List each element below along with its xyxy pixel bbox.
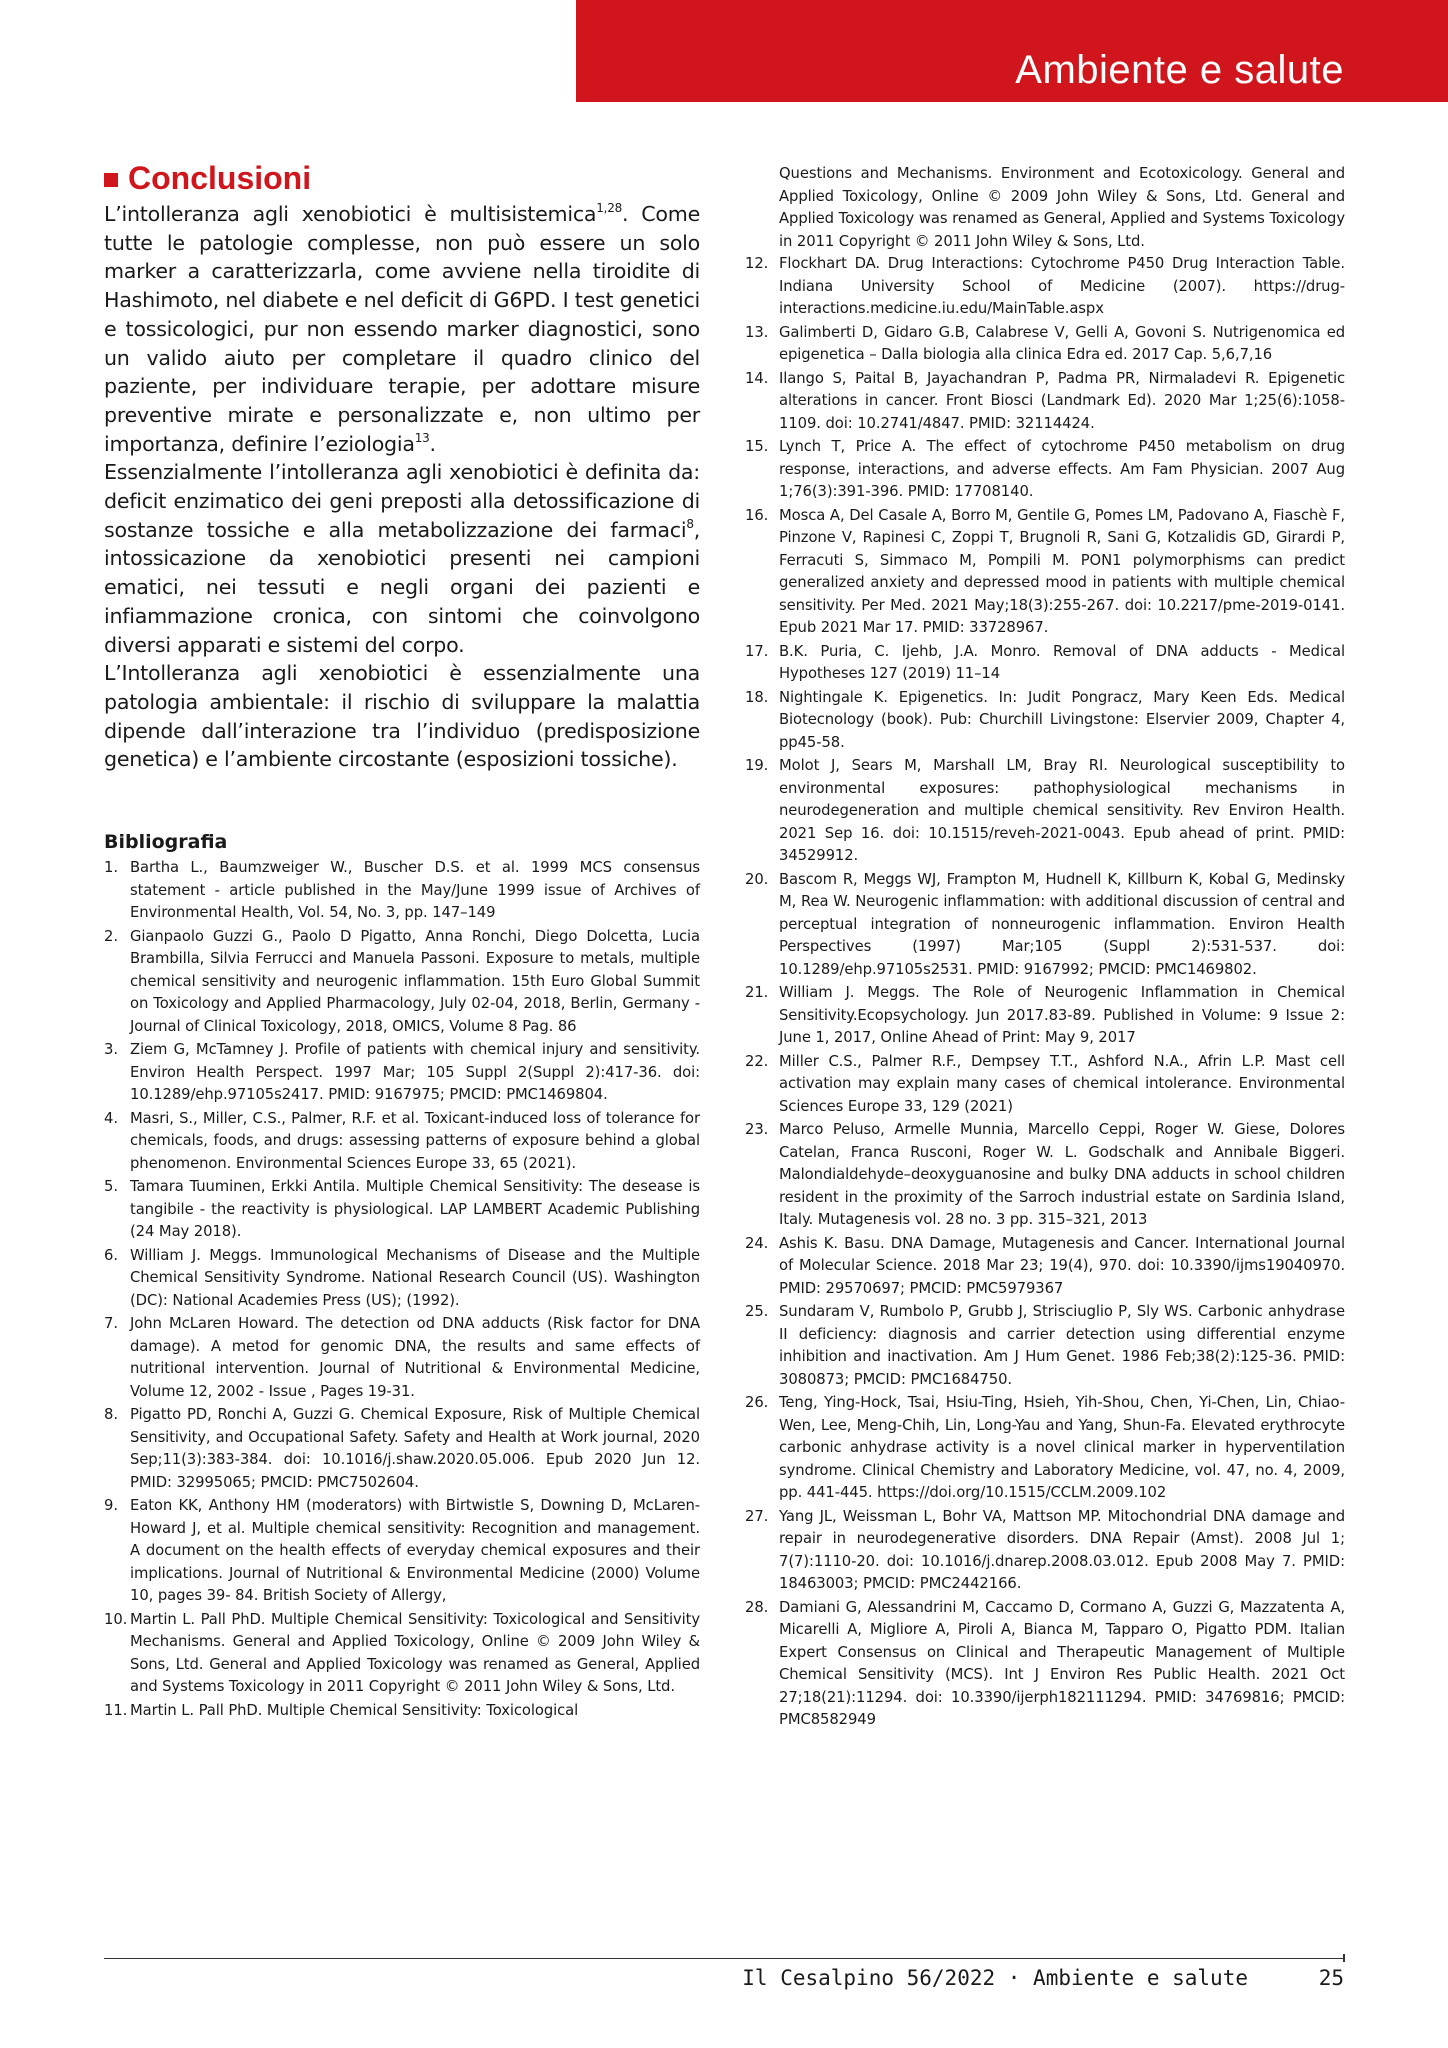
reference-item bbox=[745, 1506, 1345, 1596]
reference-text: Martin L. Pall PhD. Multiple Chemical Sensitivity: Toxicological bbox=[130, 1701, 579, 1719]
reference-text: Galimberti D, Gidaro G.B, Calabrese V, Gelli A, Govoni S. Nutrigenomica ed epigenetica – Dalla biologia alla clinica Edra ed. 2017 Cap. 5,6,7,16 bbox=[779, 323, 1345, 363]
reference-text: John McLaren Howard. The detection od DNA adducts (Risk factor for DNA damage). A metod for genomic DNA, the results and same effects of nutritional intervention. Journal of Nutritional & Environmental Medicine, Volume 12, 2002 - Issue , Pages 19-31. bbox=[130, 1315, 700, 1400]
bibliography-list-right bbox=[745, 253, 1345, 1732]
bibliography-heading: Bibliografia bbox=[104, 831, 228, 854]
reference-number: 12. bbox=[745, 255, 769, 272]
left-column bbox=[104, 160, 700, 1723]
reference-item bbox=[104, 857, 700, 925]
reference-item bbox=[745, 982, 1345, 1050]
reference-number: 11. bbox=[104, 1701, 128, 1719]
reference-text: Mosca A, Del Casale A, Borro M, Gentile G, Pomes LM, Padovano A, Fiaschè F, Pinzone V, Rapinesi C, Zoppi T, Brugnoli R, Sani G, Kotzalidis GD, Girardi P, Ferracuti S, Simmaco M, Pompili M. PON1 polymorphisms can predict generalized anxiety and depressed mood in patients with multiple chemical sensitivity. Per Med. 2021 May;18(3):255-267. doi: 10.2217/pme-2019-0141. Epub 2021 Mar 17. PMID: 33728967. bbox=[779, 506, 1345, 636]
reference-item bbox=[745, 505, 1345, 640]
reference-text: Lynch T, Price A. The effect of cytochrome P450 metabolism on drug response, interactions, and adverse effects. Am Fam Physician. 2007 Aug 1;76(3):391-396. PMID: 17708140. bbox=[779, 438, 1345, 500]
reference-text: Ziem G, McTamney J. Profile of patients with chemical injury and sensitivity. Environ Health Perspect. 1997 Mar; 105 Suppl 2(Suppl 2):417-36. doi: 10.1289/ehp.97105s2417. PMID: 9167975; PMCID: PMC1469804. bbox=[130, 1041, 700, 1104]
reference-number: 25. bbox=[745, 1303, 769, 1320]
footer-tick bbox=[1343, 1954, 1345, 1962]
reference-text: Marco Peluso, Armelle Munnia, Marcello Ceppi, Roger W. Giese, Dolores Catelan, Franca Rusconi, Roger W. L. Godschalk and Annibale Biggeri. Malondialdehyde–deoxyguanosine and bulky DNA adducts in school children resident in the proximity of the Sarroch industrial estate on Sardinia Island, Italy. Mutagenesis vol. 28 no. 3 pp. 315–321, 2013 bbox=[779, 1121, 1345, 1228]
reference-text: Pigatto PD, Ronchi A, Guzzi G. Chemical Exposure, Risk of Multiple Chemical Sensitivity, and Occupational Safety. Safety and Health at Work journal, 2020 Sep;11(3):383-384. doi: 10.1016/j.shaw.2020.05.006. Epub 2020 Jun 12. PMID: 32995065; PMCID: PMC7502604. bbox=[130, 1406, 700, 1491]
reference-item bbox=[104, 1609, 700, 1699]
reference-number: 26. bbox=[745, 1394, 769, 1411]
reference-number: 24. bbox=[745, 1234, 769, 1252]
reference-number: 27. bbox=[745, 1507, 769, 1525]
reference-number: 19. bbox=[745, 757, 769, 774]
reference-text: Damiani G, Alessandrini M, Caccamo D, Cormano A, Guzzi G, Mazzatenta A, Micarelli A, Migliore A, Piroli A, Bianca M, Tapparo O, Pigatto PDM. Italian Expert Consensus on Clinical and Therapeutic Management of Multiple Chemical Sensitivity (MCS). Int J Environ Res Public Health. 2021 Oct 27;18(21):11294. doi: 10.3390/ijerph182111294. PMID: 34769816; PMCID: PMC8582949 bbox=[779, 1598, 1345, 1728]
reference-item bbox=[745, 436, 1345, 504]
reference-number: 7. bbox=[104, 1315, 118, 1333]
reference-text: Bartha L., Baumzweiger W., Buscher D.S. et al. 1999 MCS consensus statement - article published in the May/June 1999 issue of Archives of Environmental Health, Vol. 54, No. 3, pp. 147–149 bbox=[130, 859, 700, 922]
reference-text: Ashis K. Basu. DNA Damage, Mutagenesis and Cancer. International Journal of Molecular Science. 2018 Mar 23; 19(4), 970. doi: 10.3390/ijms19040970. PMID: 29570697; PMCID: PMC5979367 bbox=[779, 1234, 1345, 1297]
reference-continuation: Questions and Mechanisms. Environment and Ecotoxicology. General and Applied Toxicology, Online © 2009 John Wiley & Sons, Ltd. General and Applied Toxicology was renamed as General, Applied and Systems Toxicology in 2011 Copyright © 2011 John Wiley & Sons, Ltd. bbox=[779, 165, 1345, 250]
reference-number: 21. bbox=[745, 984, 769, 1001]
reference-item bbox=[745, 1597, 1345, 1732]
reference-text: William J. Meggs. The Role of Neurogenic Inflammation in Chemical Sensitivity.Ecopsychology. Jun 2017.83-89. Published in Volume: 9 Issue 2: June 1, 2017, Online Ahead of Print: May 9, 2017 bbox=[779, 984, 1345, 1046]
conclusions-paragraph-2: Essenzialmente l’intolleranza agli xenobiotici è definita da: deficit enzimatico dei geni preposti alla detossificazione di sostanze tossiche e alla metabolizzazione dei farmaci$^8$, intossicazione da xenobiotici presenti nei campioni ematici, nei tessuti e negli organi dei pazienti e infiammazione cronica, con sintomi che coinvolgono diversi apparati e sistemi del corpo. bbox=[104, 460, 700, 657]
reference-number: 9. bbox=[104, 1497, 118, 1515]
reference-text: Tamara Tuuminen, Erkki Antila. Multiple Chemical Sensitivity: The desease is tangibile - the reactivity is physiological. LAP LAMBERT Academic Publishing (24 May 2018). bbox=[130, 1178, 700, 1241]
reference-number: 22. bbox=[745, 1052, 769, 1070]
reference-number: 6. bbox=[104, 1246, 118, 1264]
reference-text: William J. Meggs. Immunological Mechanisms of Disease and the Multiple Chemical Sensitivity Syndrome. National Research Council (US). Washington (DC): National Academies Press (US); (1992). bbox=[130, 1246, 700, 1309]
reference-text: Miller C.S., Palmer R.F., Dempsey T.T., Ashford N.A., Afrin L.P. Mast cell activation may explain many cases of chemical intolerance. Environmental Sciences Europe 33, 129 (2021) bbox=[779, 1052, 1345, 1115]
conclusions-title: Conclusioni bbox=[128, 160, 312, 196]
page-number: 25 bbox=[1318, 1966, 1344, 1990]
reference-item bbox=[745, 253, 1345, 321]
reference-number: 23. bbox=[745, 1121, 769, 1138]
bibliography-list-left bbox=[104, 857, 700, 1722]
reference-item bbox=[104, 1700, 700, 1723]
reference-number: 13. bbox=[745, 323, 769, 341]
reference-number: 1. bbox=[104, 859, 118, 877]
reference-item bbox=[745, 641, 1345, 686]
reference-item bbox=[104, 1039, 700, 1107]
reference-item bbox=[745, 687, 1345, 755]
reference-item bbox=[745, 1233, 1345, 1301]
reference-item bbox=[104, 1495, 700, 1608]
reference-item bbox=[745, 1051, 1345, 1119]
reference-item bbox=[745, 1301, 1345, 1391]
reference-number: 5. bbox=[104, 1178, 118, 1196]
reference-item bbox=[745, 322, 1345, 367]
reference-item bbox=[104, 1404, 700, 1494]
conclusions-paragraph-1: L’intolleranza agli xenobiotici è multisistemica$^{1,28}$. Come tutte le patologie complesse, non può essere un solo marker a caratterizzarla, come avviene nella tiroidite di Hashimoto, nel diabete e nel deficit di G6PD. I test genetici e tossicologici, pur non essendo marker diagnostici, sono un valido aiuto per completare il quadro clinico del paziente, per individuare terapie, per adottare misure preventive mirate e personalizzate e, non ultimo per importanza, definire l’eziologia$^{13}$. bbox=[104, 201, 700, 456]
reference-number: 20. bbox=[745, 870, 769, 888]
footer-journal: Il Cesalpino 56/2022 · Ambiente e salute bbox=[742, 1966, 1248, 1990]
footer-rule bbox=[104, 1958, 1344, 1959]
reference-number: 2. bbox=[104, 927, 118, 945]
right-column bbox=[745, 163, 1345, 1733]
reference-text: Bascom R, Meggs WJ, Frampton M, Hudnell K, Killburn K, Kobal G, Medinsky M, Rea W. Neurogenic inflammation: with additional discussion of central and perceptual integration of nonneurogenic inflammation. Environ Health Perspectives (1997) Mar;105 (Suppl 2):531-537. doi: 10.1289/ehp.97105s2531. PMID: 9167992; PMCID: PMC1469802. bbox=[779, 870, 1345, 978]
reference-text: Ilango S, Paital B, Jayachandran P, Padma PR, Nirmaladevi R. Epigenetic alterations in cancer. Front Biosci (Landmark Ed). 2020 Mar 1;25(6):1058-1109. doi: 10.2741/4847. PMID: 32114424. bbox=[779, 369, 1345, 432]
reference-item bbox=[745, 1392, 1345, 1505]
reference-text: Gianpaolo Guzzi G., Paolo D Pigatto, Anna Ronchi, Diego Dolcetta, Lucia Brambilla, Silvia Ferrucci and Manuela Passoni. Exposure to metals, multiple chemical sensitivity and neurogenic inflammation. 15th Euro Global Summit on Toxicology and Applied Pharmacology, July 02-04, 2018, Berlin, Germany - Journal of Clinical Toxicology, 2018, OMICS, Volume 8 Pag. 86 bbox=[130, 927, 700, 1035]
reference-text: Sundaram V, Rumbolo P, Grubb J, Strisciuglio P, Sly WS. Carbonic anhydrase II deficiency: diagnosis and carrier detection using differential enzyme inhibition and inactivation. Am J Hum Genet. 1986 Feb;38(2):125-36. PMID: 3080873; PMCID: PMC1684750. bbox=[779, 1303, 1345, 1388]
reference-item bbox=[745, 869, 1345, 982]
reference-item bbox=[745, 368, 1345, 436]
reference-text: Martin L. Pall PhD. Multiple Chemical Sensitivity: Toxicological and Sensitivity Mechanisms. General and Applied Toxicology, Online © 2009 John Wiley & Sons, Ltd. General and Applied Toxicology was renamed as General, Applied and Systems Toxicology in 2011 Copyright © 2011 John Wiley & Sons, Ltd. bbox=[130, 1610, 700, 1696]
reference-number: 18. bbox=[745, 688, 769, 706]
reference-number: 14. bbox=[745, 369, 769, 387]
reference-item bbox=[745, 755, 1345, 868]
reference-number: 17. bbox=[745, 642, 769, 660]
reference-number: 10. bbox=[104, 1610, 128, 1628]
reference-number: 4. bbox=[104, 1109, 118, 1127]
reference-item bbox=[104, 926, 700, 1039]
conclusions-paragraph-3: L’Intolleranza agli xenobiotici è essenzialmente una patologia ambientale: il rischio di sviluppare la malattia dipende dall’interazione tra l’individuo (predisposizione genetica) e l’ambiente circostante (esposizioni tossiche). bbox=[104, 661, 700, 772]
square-bullet-icon bbox=[104, 173, 118, 187]
reference-item bbox=[745, 1119, 1345, 1232]
reference-text: Eaton KK, Anthony HM (moderators) with Birtwistle S, Downing D, McLaren-Howard J, et al. Multiple chemical sensitivity: Recognition and management. A document on the health effects of everyday chemical exposures and their implications. Journal of Nutritional & Environmental Medicine (2000) Volume 10, pages 39- 84. British Society of Allergy, bbox=[130, 1497, 700, 1605]
reference-number: 16. bbox=[745, 506, 769, 524]
reference-number: 8. bbox=[104, 1406, 118, 1424]
reference-number: 3. bbox=[104, 1041, 118, 1059]
reference-item bbox=[104, 1245, 700, 1313]
reference-item bbox=[104, 1108, 700, 1176]
reference-text: B.K. Puria, C. Ijehb, J.A. Monro. Removal of DNA adducts - Medical Hypotheses 127 (2019) 11–14 bbox=[779, 642, 1345, 682]
conclusions-heading bbox=[104, 160, 700, 196]
reference-item bbox=[104, 1176, 700, 1244]
reference-text: Molot J, Sears M, Marshall LM, Bray RI. Neurological susceptibility to environmental exposures: pathophysiological mechanisms in neurodegeneration and multiple chemical sensitivity. Rev Environ Health. 2021 Sep 16. doi: 10.1515/reveh-2021-0043. Epub ahead of print. PMID: 34529912. bbox=[779, 757, 1345, 864]
reference-item bbox=[104, 1313, 700, 1403]
reference-text: Flockhart DA. Drug Interactions: Cytochrome P450 Drug Interaction Table. Indiana University School of Medicine (2007). https://drug-interactions.medicine.iu.edu/MainTable.aspx bbox=[779, 255, 1345, 317]
reference-text: Nightingale K. Epigenetics. In: Judit Pongracz, Mary Keen Eds. Medical Biotecnology (book). Pub: Churchill Livingstone: Elservier 2009, Chapter 4, pp45-58. bbox=[779, 688, 1345, 751]
reference-text: Teng, Ying-Hock, Tsai, Hsiu-Ting, Hsieh, Yih-Shou, Chen, Yi-Chen, Lin, Chiao-Wen, Lee, Meng-Chih, Lin, Long-Yau and Yang, Shun-Fa. Elevated erythrocyte carbonic anhydrase activity is a novel clinical marker in hyperventilation syndrome. Clinical Chemistry and Laboratory Medicine, vol. 47, no. 4, 2009, pp. 441-445. https://doi.org/10.1515/CCLM.2009.102 bbox=[779, 1394, 1345, 1501]
section-header-title: Ambiente e salute bbox=[1015, 48, 1344, 92]
reference-text: Yang JL, Weissman L, Bohr VA, Mattson MP. Mitochondrial DNA damage and repair in neurodegenerative disorders. DNA Repair (Amst). 2008 Jul 1; 7(7):1110-20. doi: 10.1016/j.dnarep.2008.03.012. Epub 2008 May 7. PMID: 18463003; PMCID: PMC2442166. bbox=[779, 1507, 1345, 1592]
reference-number: 28. bbox=[745, 1598, 769, 1616]
reference-text: Masri, S., Miller, C.S., Palmer, R.F. et al. Toxicant-induced loss of tolerance for chemicals, foods, and drugs: assessing patterns of exposure behind a global phenomenon. Environmental Sciences Europe 33, 65 (2021). bbox=[130, 1109, 700, 1172]
reference-number: 15. bbox=[745, 438, 769, 455]
